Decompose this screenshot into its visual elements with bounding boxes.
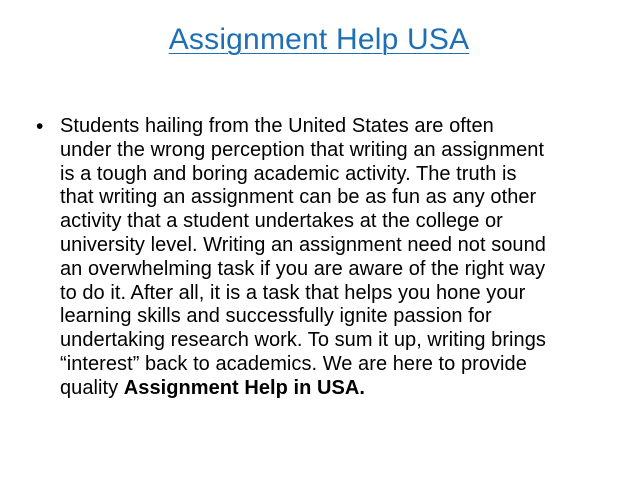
paragraph-line: “interest” back to academics. We are here to provide	[60, 352, 527, 375]
paragraph-line: activity that a student undertakes at the college or	[60, 210, 503, 233]
paragraph-line: an overwhelming task if you are aware of the right way	[60, 257, 546, 280]
paragraph-line: under the wrong perception that writing an assignment	[60, 138, 545, 161]
paragraph-line: undertaking research work. To sum it up, writing brings	[60, 329, 546, 352]
paragraph-line: university level. Writing an assignment need not sound	[60, 233, 546, 256]
last-line-prefix: quality	[60, 376, 124, 399]
bullet-item	[36, 115, 606, 401]
paragraph-line: that writing an assignment can be as fun as any other	[60, 186, 537, 209]
paragraph-last-line	[60, 377, 606, 401]
bullet-paragraph	[60, 115, 606, 401]
slide-content	[36, 115, 606, 401]
bold-keyword: Assignment Help in USA.	[123, 376, 365, 399]
slide-title: Assignment Help USA	[168, 23, 470, 56]
paragraph-line: to do it. After all, it is a task that helps you hone your	[60, 281, 526, 304]
paragraph-line: is a tough and boring academic activity. The truth is	[60, 162, 517, 185]
paragraph-line: Students hailing from the United States are often	[60, 115, 494, 137]
paragraph-line: learning skills and successfully ignite passion for	[60, 305, 492, 328]
bullet-dot-icon: •	[36, 115, 44, 138]
